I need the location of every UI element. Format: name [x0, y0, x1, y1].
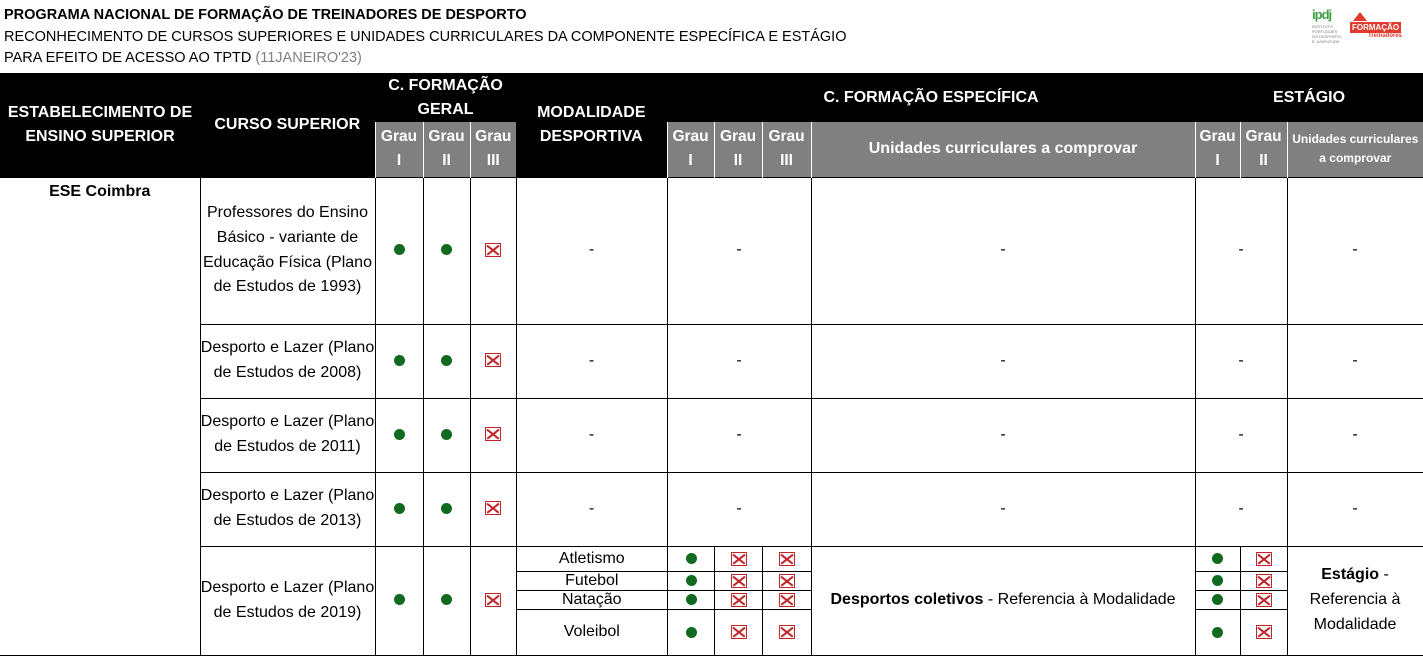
col-formacao-especifica: C. FORMAÇÃO ESPECÍFICA: [667, 73, 1195, 122]
red-x-box-icon: [779, 625, 795, 639]
red-x-box-icon: [731, 574, 747, 588]
red-x-box-icon: [1256, 593, 1272, 607]
col-estagio: ESTÁGIO: [1195, 73, 1423, 122]
fg-grau-i-cell: [375, 546, 423, 655]
green-dot-icon: [441, 503, 452, 514]
document-date: (11JANEIRO'23): [255, 50, 362, 66]
fe-grau-ii-header: Grau II: [714, 122, 762, 177]
est-uc-cell: -: [1287, 324, 1423, 398]
estagio-subgrid: [1195, 546, 1287, 655]
fg-grau-ii-cell: [423, 177, 470, 324]
fg-grau-iii-cell: [470, 472, 516, 546]
fg-grau-iii-cell: [470, 324, 516, 398]
red-x-box-icon: [1256, 574, 1272, 588]
document-title: PROGRAMA NACIONAL DE FORMAÇÃO DE TREINADORES DE DESPORTO: [4, 7, 527, 23]
modalidade-item: Atletismo: [517, 547, 668, 572]
fe-grau-iii-header: Grau III: [762, 122, 811, 177]
modalidades-subgrid: [516, 546, 811, 655]
fe-grau-cell: -: [667, 398, 811, 472]
curso-cell: Desporto e Lazer (Plano de Estudos de 2013): [200, 472, 375, 546]
table-row: [0, 472, 1423, 546]
document-subtitle-2: PARA EFEITO DE ACESSO AO TPTD (11JANEIRO'23): [4, 50, 362, 66]
green-dot-icon: [1212, 575, 1223, 586]
est-grau-i-header: Grau I: [1195, 122, 1240, 177]
red-x-box-icon: [485, 243, 501, 257]
green-dot-icon: [394, 429, 405, 440]
green-dot-icon: [1212, 553, 1223, 564]
col-estabelecimento: ESTABELECIMENTO DE ENSINO SUPERIOR: [0, 73, 200, 177]
fg-grau-i-cell: [375, 398, 423, 472]
fe-grau-cell: -: [667, 177, 811, 324]
document-subtitle: RECONHECIMENTO DE CURSOS SUPERIORES E UNIDADES CURRICULARES DA COMPONENTE ESPECÍFICA E ESTÁGIO: [4, 29, 847, 45]
fg-grau-ii-cell: [423, 546, 470, 655]
fe-uc-header: Unidades curriculares a comprovar: [811, 122, 1195, 177]
green-dot-icon: [441, 429, 452, 440]
estabelecimento-cell: ESE Coimbra: [0, 177, 200, 655]
formacao-treinadores-logo: FORMAÇÃO Treinadores: [1350, 12, 1402, 42]
fe-grau-cell: -: [667, 472, 811, 546]
green-dot-icon: [686, 553, 697, 564]
col-modalidade: MODALIDADE DESPORTIVA: [516, 73, 667, 177]
list-item: [517, 572, 812, 591]
list-item: [517, 591, 812, 610]
modalidade-cell: -: [516, 324, 667, 398]
curso-cell: Desporto e Lazer (Plano de Estudos de 2008): [200, 324, 375, 398]
modalidade-item: Futebol: [517, 572, 668, 591]
green-dot-icon: [1212, 627, 1223, 638]
red-x-box-icon: [1256, 625, 1272, 639]
modalidade-cell: -: [516, 398, 667, 472]
uc-cell: -: [811, 177, 1195, 324]
green-dot-icon: [686, 575, 697, 586]
courses-table: [0, 73, 1423, 656]
fg-grau-i-cell: [375, 472, 423, 546]
green-dot-icon: [441, 244, 452, 255]
table-row: [0, 398, 1423, 472]
fg-grau-iii-header: Grau III: [470, 122, 516, 177]
curso-cell: Professores do Ensino Básico - variante de Educação Física (Plano de Estudos de 1993): [200, 177, 375, 324]
list-item: [517, 547, 812, 572]
green-dot-icon: [394, 244, 405, 255]
red-x-box-icon: [485, 593, 501, 607]
est-uc-cell: Estágio - Referencia à Modalidade: [1287, 546, 1423, 655]
col-curso: CURSO SUPERIOR: [200, 73, 375, 177]
est-uc-cell: -: [1287, 398, 1423, 472]
fg-grau-ii-header: Grau II: [423, 122, 470, 177]
modalidade-item: Voleibol: [517, 610, 668, 655]
green-dot-icon: [394, 355, 405, 366]
table-row: [0, 546, 1423, 655]
est-grau-ii-header: Grau II: [1240, 122, 1287, 177]
ipdj-logo: ipdj INSTITUTO PORTUGUÊS DO DESPORTO E JUVENTUDE: [1312, 7, 1342, 44]
red-x-box-icon: [1256, 552, 1272, 566]
red-x-box-icon: [485, 501, 501, 515]
curso-cell: Desporto e Lazer (Plano de Estudos de 2019): [200, 546, 375, 655]
fg-grau-ii-cell: [423, 398, 470, 472]
fg-grau-iii-cell: [470, 398, 516, 472]
red-x-box-icon: [731, 552, 747, 566]
est-uc-cell: -: [1287, 472, 1423, 546]
est-grau-cell: -: [1195, 398, 1287, 472]
header-row-1: [0, 73, 1423, 122]
est-grau-cell: -: [1195, 177, 1287, 324]
fe-grau-cell: -: [667, 324, 811, 398]
fg-grau-i-cell: [375, 177, 423, 324]
red-x-box-icon: [731, 625, 747, 639]
uc-cell: -: [811, 472, 1195, 546]
red-x-box-icon: [779, 574, 795, 588]
curso-cell: Desporto e Lazer (Plano de Estudos de 2011): [200, 398, 375, 472]
est-grau-cell: -: [1195, 472, 1287, 546]
uc-cell: Desportos coletivos - Referencia à Modalidade: [811, 546, 1195, 655]
fg-grau-iii-cell: [470, 546, 516, 655]
modalidade-cell: -: [516, 177, 667, 324]
green-dot-icon: [686, 627, 697, 638]
red-x-box-icon: [485, 427, 501, 441]
red-x-box-icon: [779, 593, 795, 607]
est-uc-cell: -: [1287, 177, 1423, 324]
fg-grau-i-cell: [375, 324, 423, 398]
fg-grau-ii-cell: [423, 324, 470, 398]
logos: [1312, 8, 1407, 46]
green-dot-icon: [686, 594, 697, 605]
col-formacao-geral: C. FORMAÇÃO GERAL: [375, 73, 516, 122]
green-dot-icon: [1212, 594, 1223, 605]
uc-cell: -: [811, 324, 1195, 398]
red-x-box-icon: [485, 353, 501, 367]
list-item: [517, 610, 812, 655]
fg-grau-i-header: Grau I: [375, 122, 423, 177]
table-row: [0, 324, 1423, 398]
green-dot-icon: [441, 594, 452, 605]
fg-grau-ii-cell: [423, 472, 470, 546]
green-dot-icon: [394, 503, 405, 514]
table-row: [0, 177, 1423, 324]
est-grau-cell: -: [1195, 324, 1287, 398]
red-x-box-icon: [779, 552, 795, 566]
uc-cell: -: [811, 398, 1195, 472]
green-dot-icon: [394, 594, 405, 605]
green-dot-icon: [441, 355, 452, 366]
modalidade-cell: -: [516, 472, 667, 546]
modalidade-item: Natação: [517, 591, 668, 610]
est-uc-header: Unidades curriculares a comprovar: [1287, 122, 1423, 177]
red-x-box-icon: [731, 593, 747, 607]
fg-grau-iii-cell: [470, 177, 516, 324]
fe-grau-i-header: Grau I: [667, 122, 714, 177]
